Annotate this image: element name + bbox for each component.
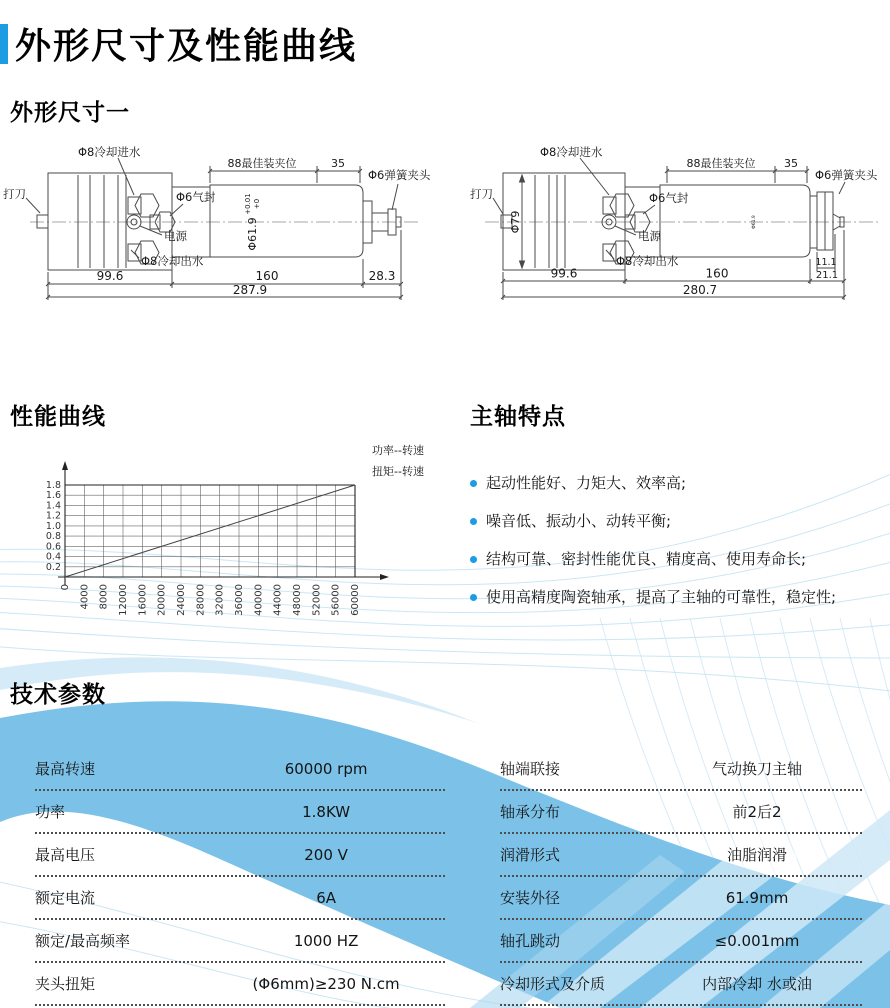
dim-total: 280.7	[682, 283, 718, 297]
spec-value: 气动换刀主轴	[712, 760, 803, 778]
spec-label: 夹头扭矩	[35, 975, 96, 993]
table-row	[500, 877, 862, 920]
dim-35: 35	[331, 157, 345, 170]
svg-text:0.8: 0.8	[45, 531, 61, 543]
title-accent-bar	[0, 24, 8, 64]
knock-label: 打刀	[470, 187, 493, 201]
features-list	[470, 472, 882, 624]
table-row	[500, 791, 862, 834]
table-row	[35, 877, 445, 920]
table-row	[35, 834, 445, 877]
diameter-dim: Φ61.9	[246, 217, 259, 251]
power-curve	[65, 485, 355, 577]
technical-drawing-2	[445, 138, 890, 318]
cool-in-label: Φ8冷却进水	[540, 145, 603, 159]
dim-35: 35	[784, 157, 798, 170]
cool-out-label: Φ8冷却出水	[141, 254, 204, 268]
section-title-performance: 性能曲线	[10, 404, 106, 430]
performance-chart	[25, 450, 445, 645]
spec-label: 额定电流	[35, 889, 96, 907]
bullet-icon	[470, 556, 477, 563]
legend-power-speed: 功率--转速	[372, 444, 424, 457]
spec-value: 前2后2	[732, 803, 782, 821]
power-label: 电源	[164, 229, 187, 243]
svg-text:1.0: 1.0	[45, 520, 61, 532]
x-tick-labels	[60, 584, 361, 616]
body-diameter-dim: Φ79	[509, 210, 522, 234]
dim-28-3: 28.3	[368, 269, 396, 283]
clamp-dim-label: 88最佳装夹位	[227, 157, 297, 170]
specs-table-right	[500, 748, 862, 1006]
spec-value: ≤0.001mm	[714, 931, 800, 950]
table-row	[35, 963, 445, 1006]
spec-value: 6A	[316, 888, 336, 907]
page-header	[0, 18, 357, 69]
feature-text: 结构可靠、密封性能优良、精度高、使用寿命长;	[486, 550, 807, 568]
svg-text:24000: 24000	[176, 584, 187, 616]
svg-text:0.2: 0.2	[45, 561, 61, 573]
chart-axes	[58, 468, 380, 585]
spec-value: 61.9mm	[725, 888, 789, 907]
power-label: 电源	[638, 229, 661, 243]
table-row	[35, 920, 445, 963]
svg-text:12000: 12000	[118, 584, 129, 616]
spec-label: 冷却形式及介质	[500, 975, 606, 993]
bullet-icon	[470, 480, 477, 487]
clamp-dim-label: 88最佳装夹位	[686, 157, 756, 170]
svg-text:4000: 4000	[79, 584, 91, 610]
svg-text:8000: 8000	[98, 584, 110, 610]
dim-21-1: 21.1	[815, 270, 839, 281]
svg-text:60000: 60000	[350, 584, 361, 616]
dim-99-6: 99.6	[96, 269, 124, 283]
y-tick-labels	[46, 480, 61, 573]
spec-value: 60000 rpm	[284, 759, 368, 778]
spec-label: 额定/最高频率	[35, 932, 131, 950]
svg-text:28000: 28000	[195, 584, 207, 616]
dim-11-1: 11.1	[815, 257, 837, 268]
x-axis-arrow	[380, 574, 389, 580]
svg-text:56000: 56000	[330, 584, 342, 616]
feature-item	[470, 510, 882, 532]
small-diameter-dim: Φ61.9	[752, 215, 757, 229]
spec-label: 润滑形式	[500, 846, 561, 864]
spec-label: 轴端联接	[500, 760, 561, 778]
technical-drawing-1	[0, 138, 445, 318]
spec-value: 200 V	[304, 845, 348, 864]
y-axis-arrow	[62, 461, 68, 470]
svg-text:48000: 48000	[292, 584, 303, 616]
spec-value: (Φ6mm)≥230 N.cm	[252, 974, 400, 993]
svg-text:1.8: 1.8	[45, 480, 61, 491]
bullet-icon	[470, 594, 477, 601]
svg-text:0.6: 0.6	[45, 541, 61, 553]
spec-label: 轴承分布	[500, 803, 561, 821]
spec-value: 内部冷却 水或油	[702, 975, 812, 993]
section-title-specs: 技术参数	[10, 682, 106, 708]
page-title: 外形尺寸及性能曲线	[15, 26, 358, 67]
table-row	[35, 791, 445, 834]
table-row	[500, 834, 862, 877]
air-seal-label: Φ6气封	[649, 191, 689, 205]
feature-item	[470, 472, 882, 494]
svg-text:1.2: 1.2	[45, 510, 61, 522]
spec-value: 油脂润滑	[727, 846, 788, 864]
dim-160: 160	[255, 269, 279, 283]
svg-text:44000: 44000	[272, 584, 284, 616]
svg-text:32000: 32000	[214, 584, 226, 616]
section-title-dimensions: 外形尺寸一	[10, 100, 130, 126]
feature-text: 使用高精度陶瓷轴承，提高了主轴的可靠性，稳定性;	[486, 588, 837, 606]
spec-label: 最高转速	[35, 760, 96, 778]
dim-99-6: 99.6	[550, 266, 578, 281]
svg-text:1.4: 1.4	[45, 500, 61, 512]
svg-text:20000: 20000	[156, 584, 168, 616]
feature-text: 噪音低、振动小、动转平衡;	[486, 512, 672, 530]
feature-item	[470, 548, 882, 570]
dim-160: 160	[705, 266, 729, 281]
feature-text: 起动性能好、力矩大、效率高;	[486, 474, 687, 492]
spec-label: 安装外径	[500, 889, 561, 907]
table-row	[500, 963, 862, 1006]
table-row	[500, 748, 862, 791]
spec-label: 功率	[35, 803, 66, 821]
table-row	[500, 920, 862, 963]
svg-text:0.4: 0.4	[45, 551, 61, 563]
spec-value: 1.8KW	[302, 802, 351, 821]
table-row	[35, 748, 445, 791]
svg-text:36000: 36000	[234, 584, 245, 616]
legend-torque-speed: 扭矩--转速	[372, 465, 424, 478]
spec-value: 1000 HZ	[293, 931, 359, 950]
cool-out-label: Φ8冷却出水	[616, 254, 679, 268]
spec-label: 轴孔跳动	[500, 932, 561, 950]
dim-total: 287.9	[232, 283, 268, 297]
svg-text:16000: 16000	[137, 584, 149, 616]
collet-label: Φ6弹簧夹头	[815, 168, 878, 182]
svg-text:1.6: 1.6	[45, 490, 61, 502]
section-title-features: 主轴特点	[470, 404, 566, 430]
svg-text:40000: 40000	[253, 584, 265, 616]
feature-item	[470, 586, 882, 608]
tolerance-lower: +0	[253, 198, 261, 210]
tolerance-upper: +0.01	[244, 193, 252, 215]
specs-table-left	[35, 748, 445, 1006]
cool-in-label: Φ8冷却进水	[78, 145, 141, 159]
collet-label: Φ6弹簧夹头	[368, 168, 431, 182]
svg-text:52000: 52000	[311, 584, 323, 616]
bullet-icon	[470, 518, 477, 525]
air-seal-label: Φ6气封	[176, 190, 216, 204]
svg-text:0: 0	[60, 584, 71, 591]
spec-label: 最高电压	[35, 846, 96, 864]
knock-label: 打刀	[3, 187, 26, 201]
